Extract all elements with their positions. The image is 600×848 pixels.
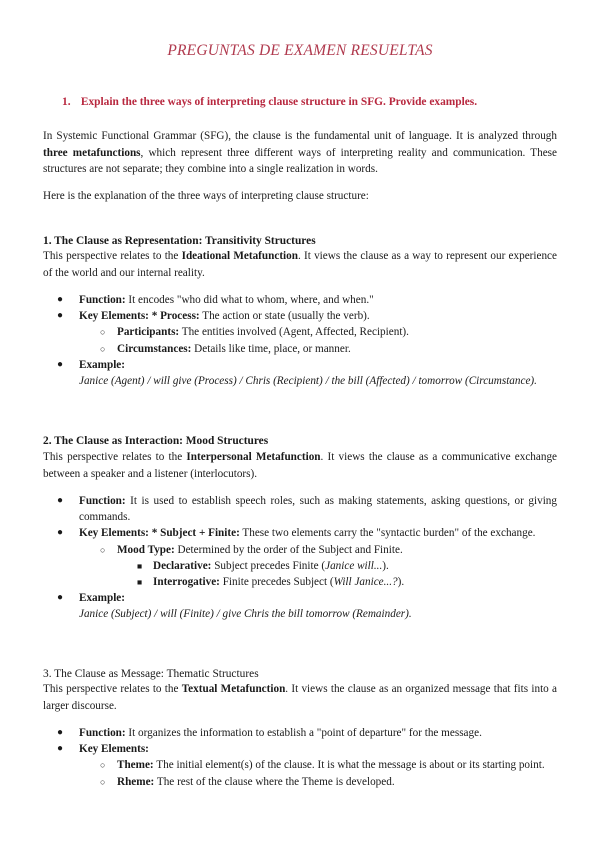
- label: Participants:: [117, 326, 180, 339]
- section3-list: [43, 725, 557, 790]
- label: Key Elements:: [79, 743, 149, 756]
- bullet-dot-icon: ●: [57, 495, 64, 506]
- label: Rheme:: [117, 775, 155, 788]
- list-item: [43, 725, 557, 741]
- example-text: Janice (Agent) / will give (Process) / Chris (Recipient) / the bill (Affected) / tomorrow (Circumstance).: [79, 375, 537, 388]
- section3-lead-bold: Textual Metafunction: [181, 683, 286, 695]
- label: Circumstances:: [117, 342, 192, 355]
- section1-lead: [43, 248, 557, 281]
- bullet-dot-icon: ●: [57, 727, 64, 738]
- italic-text: Will Janice...?: [333, 576, 398, 589]
- text: It organizes the information to establish a "point of departure" for the message.: [125, 727, 482, 739]
- text: These two elements carry the "syntactic burden" of the exchange.: [239, 527, 536, 540]
- intro-paragraph-2: Here is the explanation of the three ways of interpreting clause structure:: [43, 190, 369, 202]
- text: The rest of the clause where the Theme is developed.: [154, 775, 395, 788]
- bullet-circle-icon: ○: [100, 327, 106, 338]
- label: Interrogative:: [153, 576, 220, 589]
- example-text: Janice (Subject) / will (Finite) / give Chris the bill tomorrow (Remainder).: [79, 608, 412, 621]
- bullet-dot-icon: ●: [57, 527, 64, 539]
- section2-list: [43, 493, 557, 623]
- text: It is used to establish speech roles, such as making statements, asking questions, or giving commands.: [79, 495, 557, 524]
- section1-lead-b: . It views the clause as a way to represent our experience of the world and our internal reality.: [43, 250, 557, 279]
- question-text: Explain the three ways of interpreting clause structure in SFG. Provide examples.: [80, 96, 478, 108]
- label: Declarative:: [153, 559, 212, 572]
- list-item: [43, 341, 557, 357]
- section1-list: [43, 292, 557, 389]
- bullet-dot-icon: ●: [57, 294, 64, 305]
- label: Example:: [79, 358, 125, 371]
- text: The entities involved (Agent, Affected, Recipient).: [179, 326, 409, 339]
- bullet-dot-icon: ●: [57, 358, 64, 370]
- bullet-square-icon: ■: [137, 560, 143, 571]
- label: Theme:: [117, 759, 154, 772]
- bullet-circle-icon: ○: [100, 544, 106, 555]
- section1-lead-a: This perspective relates to the: [43, 250, 182, 262]
- bullet-circle-icon: ○: [100, 776, 106, 787]
- list-item: [43, 574, 557, 590]
- document-title: PREGUNTAS DE EXAMEN RESUELTAS: [167, 42, 433, 59]
- question-heading: [62, 96, 552, 108]
- list-item: [43, 558, 557, 574]
- section2-heading: 2. The Clause as Interaction: Mood Structures: [43, 435, 269, 447]
- label: Function:: [79, 294, 126, 306]
- text: It encodes "who did what to whom, where, and when.": [125, 294, 374, 306]
- section1-heading: 1. The Clause as Representation: Transitivity Structures: [43, 235, 316, 247]
- bullet-square-icon: ■: [137, 577, 143, 588]
- bullet-dot-icon: ●: [57, 592, 64, 604]
- section3-lead-a: This perspective relates to the: [43, 683, 182, 695]
- list-item: [43, 774, 557, 790]
- list-item: [43, 590, 557, 606]
- bullet-dot-icon: ●: [57, 743, 64, 755]
- section3-lead-b: . It views the clause as an organized message that fits into a larger discourse.: [43, 683, 557, 712]
- label: Key Elements: * Subject + Finite:: [79, 527, 240, 540]
- intro-text-a: In Systemic Functional Grammar (SFG), the clause is the fundamental unit of language. It is analyzed through: [43, 130, 557, 142]
- text: Details like time, place, or manner.: [191, 342, 351, 355]
- text: The action or state (usually the verb).: [199, 310, 370, 323]
- list-item: [43, 757, 557, 773]
- label: Function:: [79, 495, 126, 507]
- list-item: [43, 292, 557, 308]
- bullet-circle-icon: ○: [100, 760, 106, 771]
- list-item: [43, 493, 557, 525]
- section2-lead-b: . It views the clause as a communicative exchange between a speaker and a listener (interlocutors).: [43, 451, 557, 480]
- list-item: [43, 542, 557, 558]
- label: Example:: [79, 592, 125, 605]
- list-item: [43, 357, 557, 373]
- list-item: [43, 525, 557, 541]
- list-item: [43, 741, 557, 757]
- list-item: [43, 308, 557, 324]
- question-number: 1.: [62, 96, 71, 108]
- italic-text: Janice will...: [325, 559, 383, 572]
- bullet-circle-icon: ○: [100, 343, 106, 354]
- section2-lead: [43, 449, 557, 482]
- intro-bold: three metafunctions: [43, 146, 141, 159]
- text: Finite precedes Subject (: [219, 576, 334, 589]
- section1-lead-bold: Ideational Metafunction: [181, 250, 298, 262]
- list-item: [43, 324, 557, 340]
- text: Subject precedes Finite (: [211, 559, 326, 572]
- label: Mood Type:: [117, 543, 175, 556]
- label: Key Elements: * Process:: [79, 310, 200, 323]
- bullet-dot-icon: ●: [57, 310, 64, 322]
- intro-text-b: , which represent three different ways of interpreting reality and communication. These structures are not separate; they combine into a single realization in words.: [43, 146, 557, 175]
- section3-lead: [43, 681, 557, 714]
- text: Determined by the order of the Subject and Finite.: [174, 543, 403, 556]
- label: Function:: [79, 727, 126, 739]
- section2-lead-a: This perspective relates to the: [43, 451, 187, 463]
- intro-paragraph: [43, 128, 557, 178]
- text: ).: [382, 559, 389, 572]
- text: ).: [397, 576, 405, 589]
- section3-heading: 3. The Clause as Message: Thematic Structures: [43, 668, 259, 680]
- section2-lead-bold: Interpersonal Metafunction: [186, 451, 321, 463]
- text: The initial element(s) of the clause. It is what the message is about or its starting point.: [153, 759, 545, 772]
